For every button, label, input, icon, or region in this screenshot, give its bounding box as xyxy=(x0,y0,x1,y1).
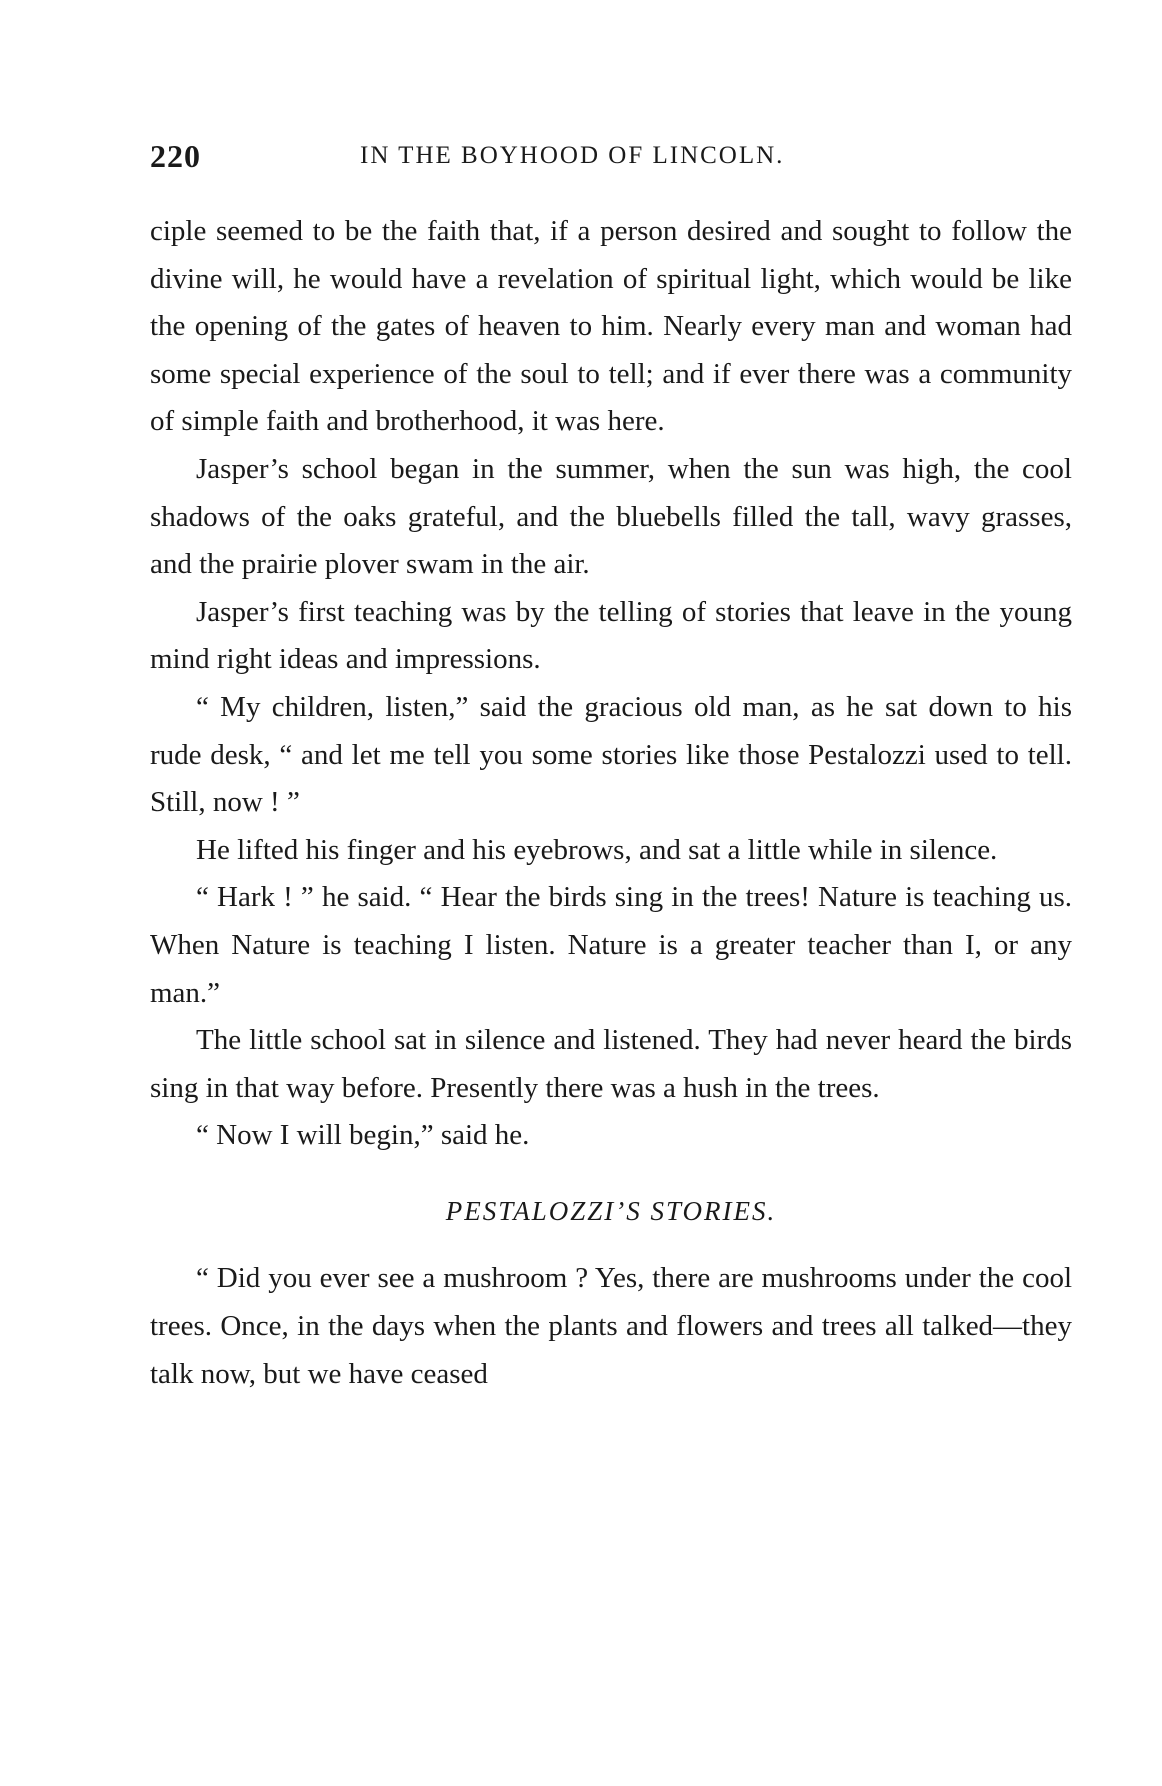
paragraph-continued: ciple seemed to be the faith that, if a person desired and sought to follow the divine will, he would have a revelation of spiritual light, which would be like the opening of the gates of heaven to him. Nearly every man and woman had some special experience of the soul to tell; and if ever there was a community of simple faith and brotherhood, it was here. xyxy=(150,215,1072,438)
paragraph: Jasper’s first teaching was by the telling of stories that leave in the young mind right ideas and impressions. xyxy=(150,595,1072,676)
paragraph: “ Did you ever see a mushroom ? Yes, there are mushrooms under the cool trees. Once, in the days when the plants and flowers and trees all talked—they talk now, but we have ceased xyxy=(150,1262,1072,1390)
page-number: 220 xyxy=(150,138,201,174)
paragraph: He lifted his finger and his eyebrows, and sat a little while in silence. xyxy=(196,833,998,866)
paragraph: “ Hark ! ” he said. “ Hear the birds sing in the trees! Nature is teaching us. When Nature is teaching I listen. Nature is a greater teacher than I, or any man.” xyxy=(150,881,1072,1009)
section-heading: PESTALOZZI’S STORIES. xyxy=(445,1195,777,1226)
book-page xyxy=(150,0,1072,1786)
paragraph: “ My children, listen,” said the gracious old man, as he sat down to his rude desk, “ and let me tell you some stories like those Pestalozzi used to tell. Still, now ! ” xyxy=(150,690,1072,819)
page-header xyxy=(150,138,1072,178)
paragraph: The little school sat in silence and listened. They had never heard the birds sing in that way before. Presently there was a hush in the trees. xyxy=(150,1024,1072,1104)
paragraph: “ Now I will begin,” said he. xyxy=(196,1119,530,1152)
running-title: IN THE BOYHOOD OF LINCOLN. xyxy=(360,142,785,169)
paragraph: Jasper’s school began in the summer, when the sun was high, the cool shadows of the oaks grateful, and the bluebells filled the tall, wavy grasses, and the prairie plover swam in the air. xyxy=(150,452,1072,581)
body-text xyxy=(150,208,1072,1398)
